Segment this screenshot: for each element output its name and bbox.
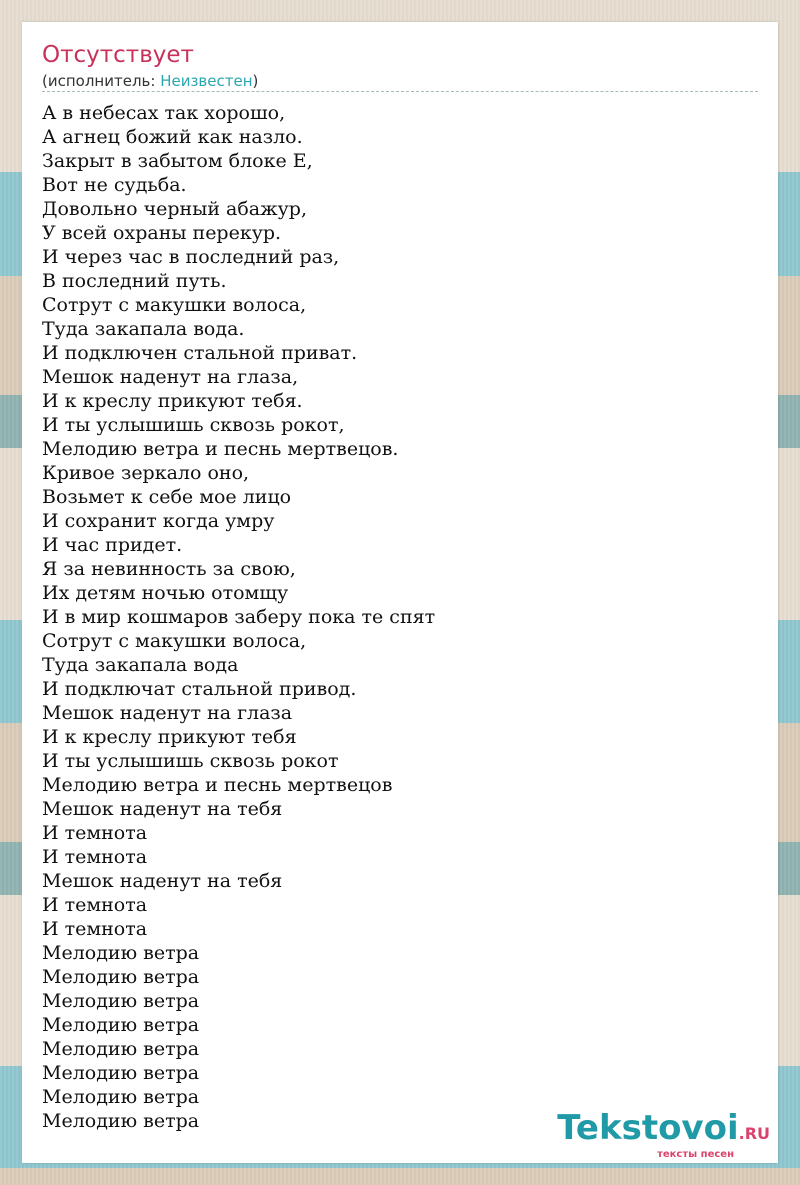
lyric-line: Их детям ночью отомщу: [42, 582, 289, 604]
logo-tld: .RU: [738, 1124, 770, 1143]
lyric-line: И темнота: [42, 894, 148, 916]
lyric-line: Закрыт в забытом блоке Е,: [42, 150, 313, 172]
lyric-line: Я за невинность за свою,: [42, 558, 296, 580]
logo-name: Tekstovoi: [557, 1108, 739, 1148]
site-logo[interactable]: [557, 1108, 770, 1160]
lyric-line: Возьмет к себе мое лицо: [42, 486, 292, 508]
lyrics-list: [42, 101, 435, 1133]
artist-link[interactable]: Неизвестен: [160, 72, 253, 90]
lyric-line: Мешок наденут на глаза,: [42, 366, 299, 388]
lyric-line: В последний путь.: [42, 270, 227, 292]
logo-tagline: тексты песен: [657, 1149, 734, 1160]
lyric-line: И сохранит когда умру: [42, 510, 275, 532]
lyric-line: И в мир кошмаров заберу пока те спят: [42, 606, 436, 628]
artist-line: [42, 72, 258, 90]
lyric-line: Мелодию ветра: [42, 1014, 200, 1036]
lyric-line: А агнец божий как назло.: [42, 126, 303, 148]
lyric-line: Довольно черный абажур,: [42, 198, 307, 220]
lyric-line: Мелодию ветра: [42, 1110, 200, 1132]
lyric-line: И темнота: [42, 918, 148, 940]
lyric-line: Мелодию ветра: [42, 966, 200, 988]
lyric-line: Мелодию ветра: [42, 990, 200, 1012]
lyric-line: И ты услышишь сквозь рокот: [42, 750, 339, 772]
lyric-line: Мешок наденут на глаза: [42, 702, 293, 724]
lyric-line: И подключат стальной привод.: [42, 678, 357, 700]
lyric-line: Мелодию ветра: [42, 1062, 200, 1084]
lyric-line: Мелодию ветра и песнь мертвецов.: [42, 438, 399, 460]
lyric-line: А в небесах так хорошо,: [42, 102, 286, 124]
lyric-line: И ты услышишь сквозь рокот,: [42, 414, 345, 436]
artist-suffix: ): [252, 72, 259, 90]
lyric-line: Мелодию ветра: [42, 1086, 200, 1108]
lyric-line: Туда закапала вода: [42, 654, 239, 676]
lyric-line: И через час в последний раз,: [42, 246, 340, 268]
lyric-line: Мешок наденут на тебя: [42, 798, 283, 820]
lyric-line: Туда закапала вода.: [42, 318, 245, 340]
lyric-line: И темнота: [42, 846, 148, 868]
lyric-line: Мелодию ветра: [42, 1038, 200, 1060]
lyric-line: Сотрут с макушки волоса,: [42, 630, 307, 652]
lyric-line: И к креслу прикуют тебя.: [42, 390, 303, 412]
lyric-line: И к креслу прикуют тебя: [42, 726, 297, 748]
lyric-line: У всей охраны перекур.: [42, 222, 282, 244]
logo-wordmark: [557, 1108, 770, 1151]
song-title: Отсутствует: [42, 42, 194, 68]
title-divider: [42, 91, 758, 92]
lyric-line: И подключен стальной приват.: [42, 342, 358, 364]
artist-prefix: (исполнитель:: [42, 72, 161, 90]
lyric-line: И час придет.: [42, 534, 183, 556]
lyric-line: Мелодию ветра и песнь мертвецов: [42, 774, 393, 796]
lyric-line: Вот не судьба.: [42, 174, 187, 196]
lyrics-card: [22, 22, 778, 1163]
lyric-line: И темнота: [42, 822, 148, 844]
lyric-line: Мелодию ветра: [42, 942, 200, 964]
lyric-line: Сотрут с макушки волоса,: [42, 294, 307, 316]
lyric-line: Кривое зеркало оно,: [42, 462, 250, 484]
lyric-line: Мешок наденут на тебя: [42, 870, 283, 892]
